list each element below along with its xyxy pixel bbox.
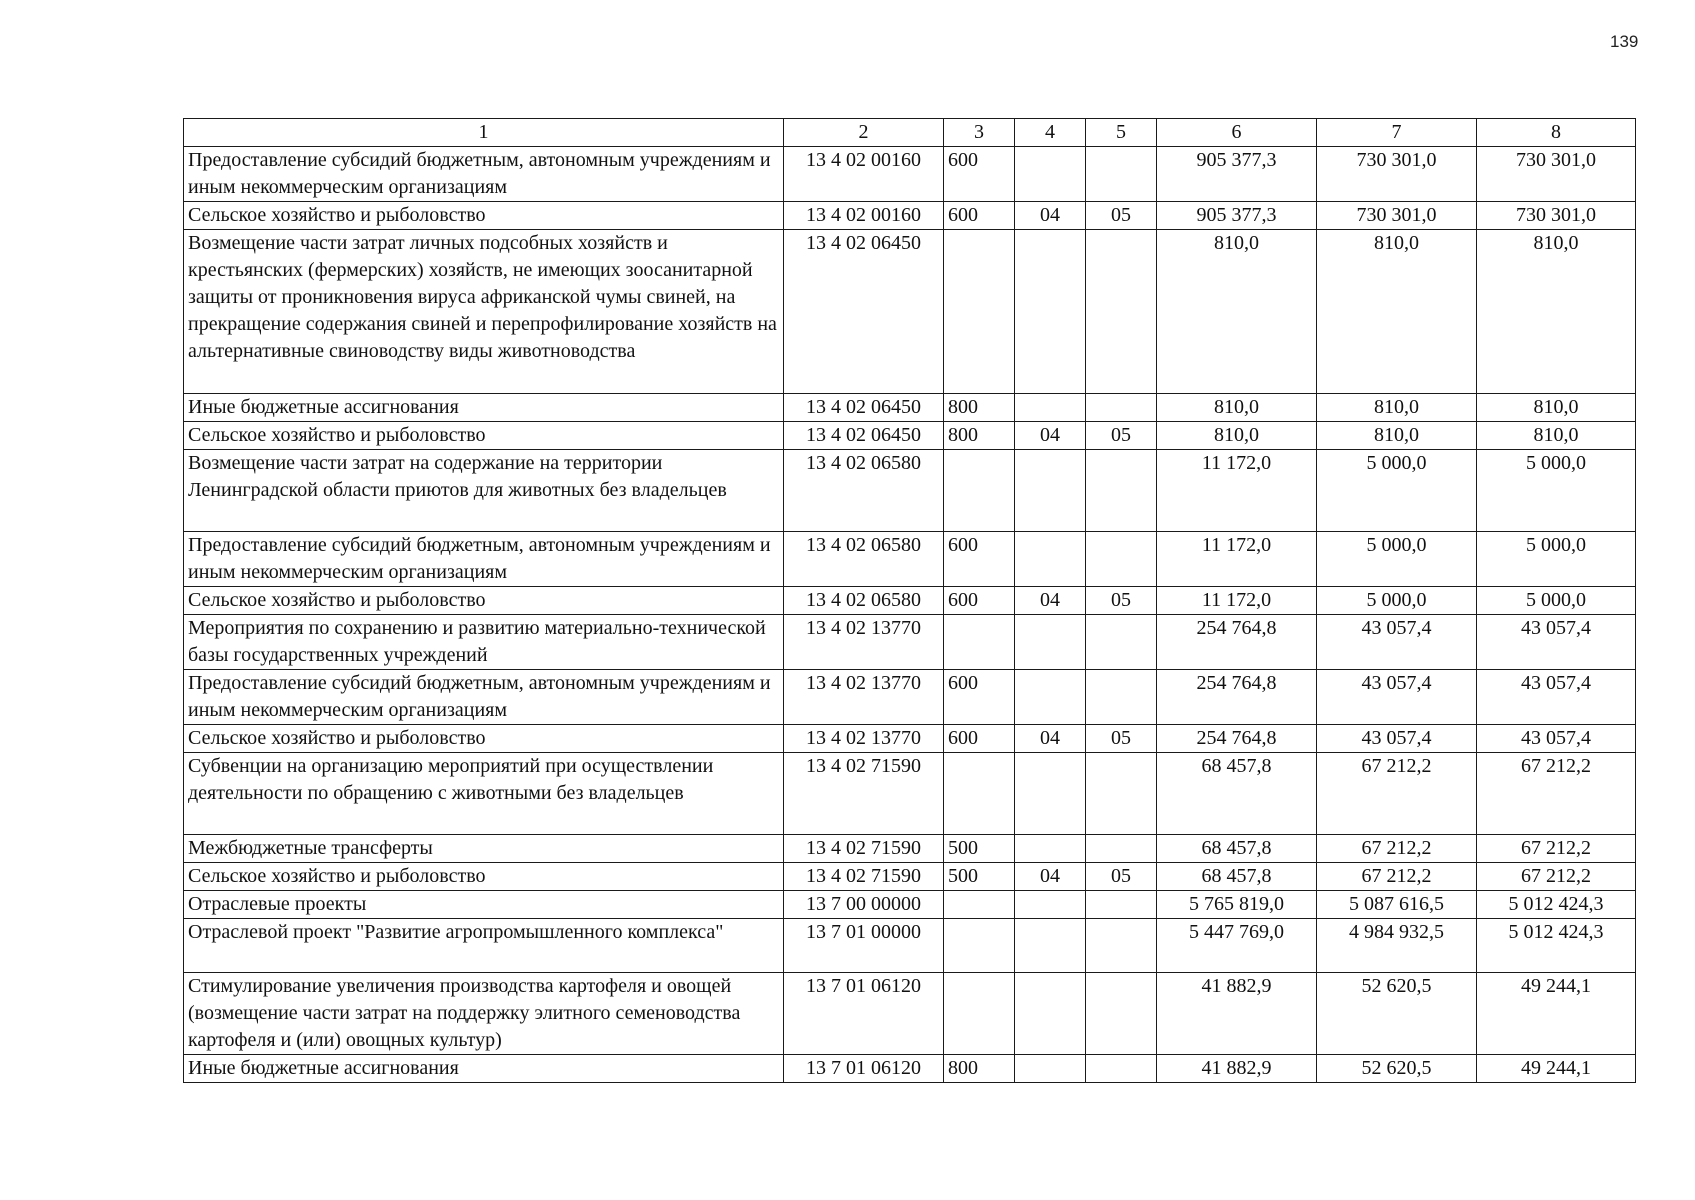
row-amount-cell: 43 057,4	[1317, 670, 1477, 725]
row-amount-cell: 52 620,5	[1317, 1055, 1477, 1083]
row-name-cell: Предоставление субсидий бюджетным, автономным учреждениям и иным некоммерческим организациям	[184, 532, 784, 587]
row-subsection-cell	[1086, 230, 1157, 394]
row-amount-cell: 730 301,0	[1477, 147, 1636, 202]
row-name-cell: Возмещение части затрат на содержание на территории Ленинградской области приютов для животных без владельцев	[184, 450, 784, 532]
column-header: 6	[1157, 119, 1317, 147]
row-code-cell: 13 7 01 06120	[784, 973, 944, 1055]
row-subsection-cell: 05	[1086, 422, 1157, 450]
row-expense-type-cell: 600	[944, 670, 1015, 725]
row-code-cell: 13 4 02 06580	[784, 450, 944, 532]
row-subsection-cell: 05	[1086, 202, 1157, 230]
row-section-cell	[1015, 147, 1086, 202]
row-name-cell: Межбюджетные трансферты	[184, 835, 784, 863]
row-code-cell: 13 4 02 06580	[784, 532, 944, 587]
row-amount-cell: 11 172,0	[1157, 587, 1317, 615]
row-name-cell: Отраслевой проект "Развитие агропромышленного комплекса"	[184, 919, 784, 973]
row-expense-type-cell: 600	[944, 725, 1015, 753]
row-expense-type-cell	[944, 450, 1015, 532]
row-subsection-cell	[1086, 891, 1157, 919]
row-amount-cell: 254 764,8	[1157, 670, 1317, 725]
table-row	[184, 394, 1636, 422]
row-subsection-cell	[1086, 615, 1157, 670]
row-name-cell: Стимулирование увеличения производства картофеля и овощей (возмещение части затрат на поддержку элитного семеноводства картофеля и (или) овощных культур)	[184, 973, 784, 1055]
column-header: 2	[784, 119, 944, 147]
row-section-cell	[1015, 615, 1086, 670]
row-code-cell: 13 4 02 13770	[784, 725, 944, 753]
row-code-cell: 13 4 02 71590	[784, 863, 944, 891]
row-amount-cell: 43 057,4	[1477, 670, 1636, 725]
row-expense-type-cell	[944, 919, 1015, 973]
row-section-cell	[1015, 532, 1086, 587]
row-expense-type-cell: 600	[944, 532, 1015, 587]
row-expense-type-cell: 800	[944, 1055, 1015, 1083]
row-name-cell: Мероприятия по сохранению и развитию материально-технической базы государственных учреждений	[184, 615, 784, 670]
row-code-cell: 13 4 02 00160	[784, 202, 944, 230]
row-amount-cell: 11 172,0	[1157, 450, 1317, 532]
table-row	[184, 450, 1636, 532]
row-amount-cell: 810,0	[1477, 230, 1636, 394]
table-row	[184, 422, 1636, 450]
row-expense-type-cell	[944, 753, 1015, 835]
row-expense-type-cell	[944, 615, 1015, 670]
row-code-cell: 13 7 00 00000	[784, 891, 944, 919]
row-amount-cell: 67 212,2	[1317, 753, 1477, 835]
row-section-cell: 04	[1015, 422, 1086, 450]
row-amount-cell: 67 212,2	[1317, 863, 1477, 891]
row-expense-type-cell: 600	[944, 202, 1015, 230]
table-row	[184, 835, 1636, 863]
row-name-cell: Предоставление субсидий бюджетным, автономным учреждениям и иным некоммерческим организациям	[184, 670, 784, 725]
row-amount-cell: 67 212,2	[1477, 753, 1636, 835]
row-subsection-cell: 05	[1086, 587, 1157, 615]
table-row	[184, 725, 1636, 753]
row-code-cell: 13 4 02 06450	[784, 422, 944, 450]
row-amount-cell: 5 087 616,5	[1317, 891, 1477, 919]
row-expense-type-cell: 600	[944, 147, 1015, 202]
row-amount-cell: 810,0	[1157, 422, 1317, 450]
column-header: 4	[1015, 119, 1086, 147]
row-amount-cell: 730 301,0	[1477, 202, 1636, 230]
table-body	[184, 147, 1636, 1083]
row-code-cell: 13 4 02 00160	[784, 147, 944, 202]
table-row	[184, 202, 1636, 230]
row-amount-cell: 810,0	[1477, 394, 1636, 422]
row-subsection-cell: 05	[1086, 725, 1157, 753]
row-amount-cell: 5 012 424,3	[1477, 919, 1636, 973]
row-amount-cell: 49 244,1	[1477, 1055, 1636, 1083]
table-row	[184, 863, 1636, 891]
column-header: 5	[1086, 119, 1157, 147]
row-subsection-cell	[1086, 1055, 1157, 1083]
row-expense-type-cell: 800	[944, 422, 1015, 450]
row-amount-cell: 5 000,0	[1317, 450, 1477, 532]
row-amount-cell: 5 000,0	[1317, 587, 1477, 615]
row-amount-cell: 5 000,0	[1317, 532, 1477, 587]
row-amount-cell: 254 764,8	[1157, 725, 1317, 753]
row-name-cell: Сельское хозяйство и рыболовство	[184, 587, 784, 615]
row-section-cell	[1015, 835, 1086, 863]
row-amount-cell: 810,0	[1317, 230, 1477, 394]
row-amount-cell: 810,0	[1477, 422, 1636, 450]
row-amount-cell: 5 765 819,0	[1157, 891, 1317, 919]
row-expense-type-cell	[944, 973, 1015, 1055]
row-amount-cell: 43 057,4	[1477, 615, 1636, 670]
table-row	[184, 753, 1636, 835]
row-name-cell: Отраслевые проекты	[184, 891, 784, 919]
row-amount-cell: 5 000,0	[1477, 450, 1636, 532]
row-amount-cell: 730 301,0	[1317, 147, 1477, 202]
row-name-cell: Сельское хозяйство и рыболовство	[184, 725, 784, 753]
row-expense-type-cell: 500	[944, 863, 1015, 891]
row-expense-type-cell: 600	[944, 587, 1015, 615]
header-row	[184, 119, 1636, 147]
row-name-cell: Иные бюджетные ассигнования	[184, 1055, 784, 1083]
row-section-cell: 04	[1015, 202, 1086, 230]
row-subsection-cell: 05	[1086, 863, 1157, 891]
row-name-cell: Сельское хозяйство и рыболовство	[184, 863, 784, 891]
row-amount-cell: 5 012 424,3	[1477, 891, 1636, 919]
table-row	[184, 532, 1636, 587]
row-section-cell: 04	[1015, 587, 1086, 615]
row-amount-cell: 11 172,0	[1157, 532, 1317, 587]
row-amount-cell: 5 000,0	[1477, 587, 1636, 615]
table-row	[184, 230, 1636, 394]
row-amount-cell: 68 457,8	[1157, 753, 1317, 835]
column-header: 7	[1317, 119, 1477, 147]
row-amount-cell: 905 377,3	[1157, 147, 1317, 202]
row-amount-cell: 810,0	[1317, 394, 1477, 422]
row-section-cell	[1015, 670, 1086, 725]
row-code-cell: 13 4 02 71590	[784, 835, 944, 863]
row-amount-cell: 5 447 769,0	[1157, 919, 1317, 973]
row-amount-cell: 41 882,9	[1157, 973, 1317, 1055]
row-section-cell	[1015, 753, 1086, 835]
row-amount-cell: 68 457,8	[1157, 863, 1317, 891]
row-amount-cell: 43 057,4	[1477, 725, 1636, 753]
table-row	[184, 973, 1636, 1055]
row-amount-cell: 52 620,5	[1317, 973, 1477, 1055]
row-section-cell	[1015, 230, 1086, 394]
page-number: 139	[1610, 32, 1639, 51]
budget-table	[183, 118, 1636, 1083]
row-name-cell: Сельское хозяйство и рыболовство	[184, 422, 784, 450]
table-row	[184, 919, 1636, 973]
column-header: 1	[184, 119, 784, 147]
row-code-cell: 13 4 02 06580	[784, 587, 944, 615]
row-subsection-cell	[1086, 919, 1157, 973]
column-header: 8	[1477, 119, 1636, 147]
row-amount-cell: 4 984 932,5	[1317, 919, 1477, 973]
row-subsection-cell	[1086, 835, 1157, 863]
row-section-cell	[1015, 1055, 1086, 1083]
row-subsection-cell	[1086, 147, 1157, 202]
table-row	[184, 147, 1636, 202]
row-amount-cell: 68 457,8	[1157, 835, 1317, 863]
row-code-cell: 13 4 02 06450	[784, 230, 944, 394]
row-name-cell: Предоставление субсидий бюджетным, автономным учреждениям и иным некоммерческим организациям	[184, 147, 784, 202]
row-name-cell: Субвенции на организацию мероприятий при осуществлении деятельности по обращению с животными без владельцев	[184, 753, 784, 835]
row-subsection-cell	[1086, 973, 1157, 1055]
row-code-cell: 13 4 02 71590	[784, 753, 944, 835]
row-amount-cell: 67 212,2	[1477, 835, 1636, 863]
row-subsection-cell	[1086, 753, 1157, 835]
row-name-cell: Сельское хозяйство и рыболовство	[184, 202, 784, 230]
row-subsection-cell	[1086, 394, 1157, 422]
row-expense-type-cell	[944, 891, 1015, 919]
row-amount-cell: 43 057,4	[1317, 615, 1477, 670]
row-subsection-cell	[1086, 450, 1157, 532]
row-code-cell: 13 7 01 06120	[784, 1055, 944, 1083]
row-amount-cell: 730 301,0	[1317, 202, 1477, 230]
row-code-cell: 13 7 01 00000	[784, 919, 944, 973]
row-amount-cell: 810,0	[1317, 422, 1477, 450]
table-row	[184, 615, 1636, 670]
row-section-cell	[1015, 973, 1086, 1055]
table-row	[184, 670, 1636, 725]
row-amount-cell: 67 212,2	[1477, 863, 1636, 891]
table-row	[184, 587, 1636, 615]
row-section-cell	[1015, 394, 1086, 422]
row-subsection-cell	[1086, 670, 1157, 725]
row-amount-cell: 254 764,8	[1157, 615, 1317, 670]
row-amount-cell: 41 882,9	[1157, 1055, 1317, 1083]
table-row	[184, 891, 1636, 919]
column-header: 3	[944, 119, 1015, 147]
row-section-cell	[1015, 919, 1086, 973]
row-amount-cell: 5 000,0	[1477, 532, 1636, 587]
row-section-cell: 04	[1015, 863, 1086, 891]
row-name-cell: Возмещение части затрат личных подсобных хозяйств и крестьянских (фермерских) хозяйств, не имеющих зоосанитарной защиты от проникновения вируса африканской чумы свиней, на прекращение содержания свиней и перепрофилирование хозяйств на альтернативные свиноводству виды животноводства	[184, 230, 784, 394]
row-amount-cell: 49 244,1	[1477, 973, 1636, 1055]
row-subsection-cell	[1086, 532, 1157, 587]
table-row	[184, 1055, 1636, 1083]
row-section-cell: 04	[1015, 725, 1086, 753]
row-amount-cell: 67 212,2	[1317, 835, 1477, 863]
row-expense-type-cell: 500	[944, 835, 1015, 863]
row-amount-cell: 810,0	[1157, 394, 1317, 422]
row-amount-cell: 905 377,3	[1157, 202, 1317, 230]
row-amount-cell: 810,0	[1157, 230, 1317, 394]
row-code-cell: 13 4 02 13770	[784, 615, 944, 670]
row-section-cell	[1015, 891, 1086, 919]
row-section-cell	[1015, 450, 1086, 532]
row-expense-type-cell: 800	[944, 394, 1015, 422]
row-expense-type-cell	[944, 230, 1015, 394]
row-code-cell: 13 4 02 13770	[784, 670, 944, 725]
row-amount-cell: 43 057,4	[1317, 725, 1477, 753]
row-code-cell: 13 4 02 06450	[784, 394, 944, 422]
row-name-cell: Иные бюджетные ассигнования	[184, 394, 784, 422]
